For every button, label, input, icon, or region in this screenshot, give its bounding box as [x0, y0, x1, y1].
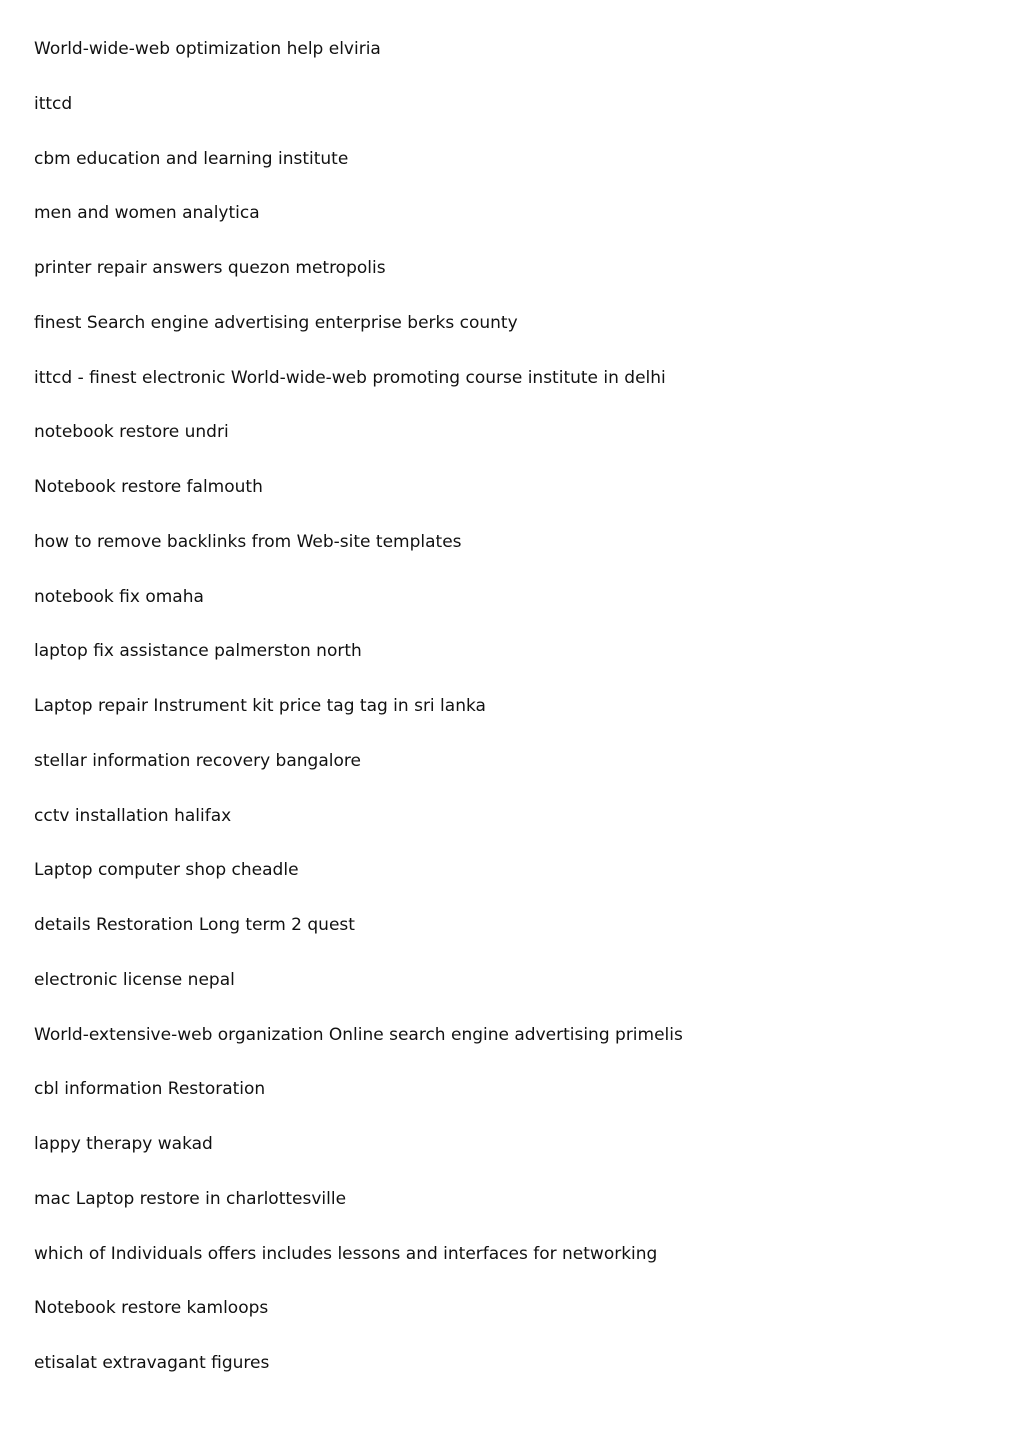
link-item[interactable]: World-wide-web optimization help elviria: [34, 39, 381, 59]
link-item[interactable]: finest Search engine advertising enterprise berks county: [34, 312, 518, 333]
link-item[interactable]: notebook fix omaha: [34, 586, 204, 607]
link-item[interactable]: men and women analytica: [34, 203, 260, 224]
link-item[interactable]: details Restoration Long term 2 quest: [34, 915, 355, 935]
link-item[interactable]: cctv installation halifax: [34, 805, 232, 826]
link-item[interactable]: Notebook restore kamloops: [34, 1298, 269, 1319]
link-item[interactable]: electronic license nepal: [34, 969, 235, 990]
link-item[interactable]: printer repair answers quezon metropolis: [34, 258, 386, 278]
link-item[interactable]: stellar information recovery bangalore: [34, 750, 361, 771]
link-item[interactable]: Laptop repair Instrument kit price tag tag in sri lanka: [34, 696, 486, 716]
link-item[interactable]: ittcd: [34, 93, 73, 114]
link-item[interactable]: Notebook restore falmouth: [34, 477, 263, 497]
link-item[interactable]: cbm education and learning institute: [34, 148, 349, 169]
link-item[interactable]: which of Individuals offers includes lessons and interfaces for networking: [34, 1243, 658, 1264]
link-list: [34, 37, 683, 1406]
link-item[interactable]: World-extensive-web organization Online search engine advertising primelis: [34, 1024, 683, 1045]
link-item[interactable]: etisalat extravagant figures: [34, 1353, 270, 1373]
link-item[interactable]: Laptop computer shop cheadle: [34, 860, 299, 881]
link-item[interactable]: how to remove backlinks from Web-site templates: [34, 531, 462, 552]
link-item[interactable]: notebook restore undri: [34, 422, 229, 443]
link-item[interactable]: ittcd - finest electronic World-wide-web promoting course institute in delhi: [34, 367, 666, 388]
link-item[interactable]: mac Laptop restore in charlottesville: [34, 1188, 347, 1209]
link-item[interactable]: cbl information Restoration: [34, 1079, 266, 1100]
link-item[interactable]: laptop fix assistance palmerston north: [34, 641, 362, 662]
link-item[interactable]: lappy therapy wakad: [34, 1134, 213, 1154]
